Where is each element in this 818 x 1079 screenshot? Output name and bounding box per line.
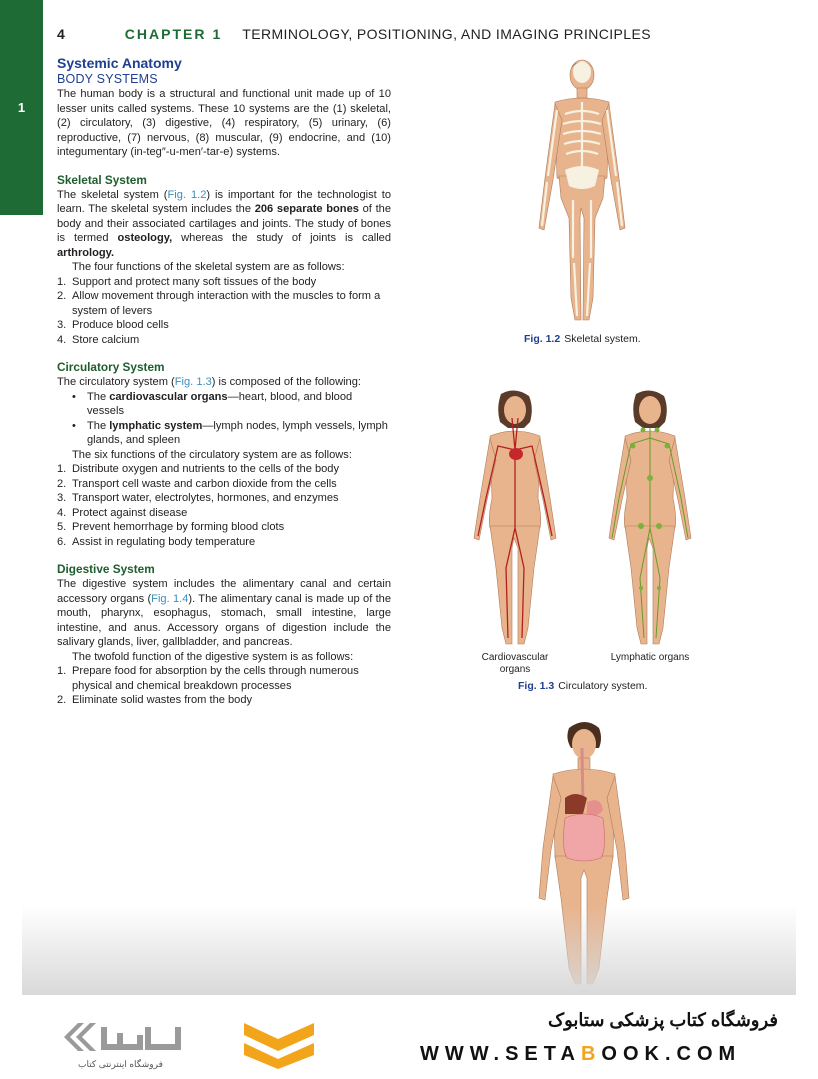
fig-1-3-link[interactable]: Fig. 1.3 <box>174 376 212 388</box>
section-subtitle: BODY SYSTEMS <box>57 72 158 86</box>
digestive-heading: Digestive System <box>57 562 155 576</box>
lymphatic-label: Lymphatic organs <box>610 652 690 663</box>
page-number: 4 <box>57 26 65 42</box>
cardiovascular-label: Cardiovascular organs <box>481 652 549 675</box>
list-item: 2. Allow movement through interaction with the muscles to form a system of levers <box>57 290 381 317</box>
running-header <box>57 26 651 42</box>
skeletal-functions-list <box>57 275 391 348</box>
skeletal-system-illustration <box>535 58 630 330</box>
bottom-fade-overlay <box>22 905 796 995</box>
circulatory-bullets <box>57 390 391 448</box>
list-item: 6. Assist in regulating body temperature <box>57 535 256 548</box>
persian-store-name: فروشگاه کتاب پزشکی ستابوک <box>548 1010 778 1030</box>
logo-subtitle: فروشگاه اینترنتی کتاب <box>78 1059 163 1069</box>
digestive-functions-list <box>57 664 391 708</box>
lymphatic-organs-illustration <box>603 388 698 650</box>
website-url[interactable]: WWW.SETABOOK.COM <box>420 1043 742 1065</box>
chapter-number: 1 <box>212 26 221 42</box>
fig-1-2-caption: Fig. 1.2 Skeletal system. <box>524 333 641 345</box>
list-item: 1. Prepare food for absorption by the cells through numerous physical and chemical breakdown processes <box>57 665 359 692</box>
intro-paragraph: The human body is a structural and functional unit made up of 10 lesser units called systems. These 10 systems are the (1) skeletal, (2) circulatory, (3) digestive, (4) respiratory, (5) urinary, (6) reproductive, (7) nervous, (8) muscular, (9) endocrine, and (10) integumentary (in-teg″-u-men′-tar-e) systems. <box>57 88 391 158</box>
digestive-functions-intro: The twofold function of the digestive system is as follows: <box>72 650 354 663</box>
skeletal-functions-intro: The four functions of the skeletal system are as follows: <box>72 261 345 273</box>
section-title: Systemic Anatomy <box>57 55 182 71</box>
list-item: 1. Distribute oxygen and nutrients to the cells of the body <box>57 463 340 475</box>
list-item: 2. Transport cell waste and carbon dioxide from the cells <box>57 477 337 490</box>
body-text-column <box>57 55 391 708</box>
circulatory-functions-list <box>57 462 391 549</box>
fig-1-2-link[interactable]: Fig. 1.2 <box>167 188 207 201</box>
list-item: 4. Store calcium <box>57 333 140 346</box>
chapter-title: TERMINOLOGY, POSITIONING, AND IMAGING PRINCIPLES <box>242 26 651 42</box>
list-item: 1. Support and protect many soft tissues of the body <box>57 275 317 288</box>
fig-1-4-link[interactable]: Fig. 1.4 <box>151 592 189 605</box>
circulatory-heading: Circulatory System <box>57 360 165 374</box>
list-item: 2. Eliminate solid wastes from the body <box>57 694 253 706</box>
circulatory-paragraph: The circulatory system (Fig. 1.3) is composed of the following: <box>57 376 361 388</box>
watermark-footer <box>0 995 818 1079</box>
setabook-logo <box>60 1013 230 1063</box>
list-item: • The lymphatic system—lymph nodes, lymph vessels, lymph glands, and spleen <box>72 419 388 446</box>
digestive-paragraph: The digestive system includes the alimentary canal and certain accessory organs (Fig. 1.4). The alimentary canal is made up of the mouth, pharynx, esophagus, stomach, small intestine, large intestine, and anus. Accessory organs of digestion include the salivary glands, liver, gallbladder, and pancreas. <box>57 578 392 648</box>
skeletal-heading: Skeletal System <box>57 172 147 187</box>
setabook-emblem <box>240 1017 318 1069</box>
list-item: 5. Prevent hemorrhage by forming blood clots <box>57 521 285 533</box>
side-tab-number: 1 <box>17 100 26 115</box>
fig-1-3-caption: Fig. 1.3 Circulatory system. <box>518 680 648 692</box>
list-item: • The cardiovascular organs—heart, blood, and blood vessels <box>72 390 353 417</box>
cardiovascular-organs-illustration <box>468 388 563 650</box>
list-item: 3. Transport water, electrolytes, hormones, and enzymes <box>57 492 339 504</box>
list-item: 4. Protect against disease <box>57 506 188 519</box>
skeletal-paragraph: The skeletal system (Fig. 1.2) is important for the technologist to learn. The skeletal system includes the 206 separate bones of the body and their associated cartilages and joints. The study of bones is termed osteology, whereas the study of joints is called arthrology. <box>57 188 392 259</box>
chapter-side-tab <box>0 0 43 215</box>
chapter-word: CHAPTER <box>124 26 207 42</box>
circulatory-functions-intro: The six functions of the circulatory system are as follows: <box>72 448 352 461</box>
list-item: 3. Produce blood cells <box>57 319 169 331</box>
